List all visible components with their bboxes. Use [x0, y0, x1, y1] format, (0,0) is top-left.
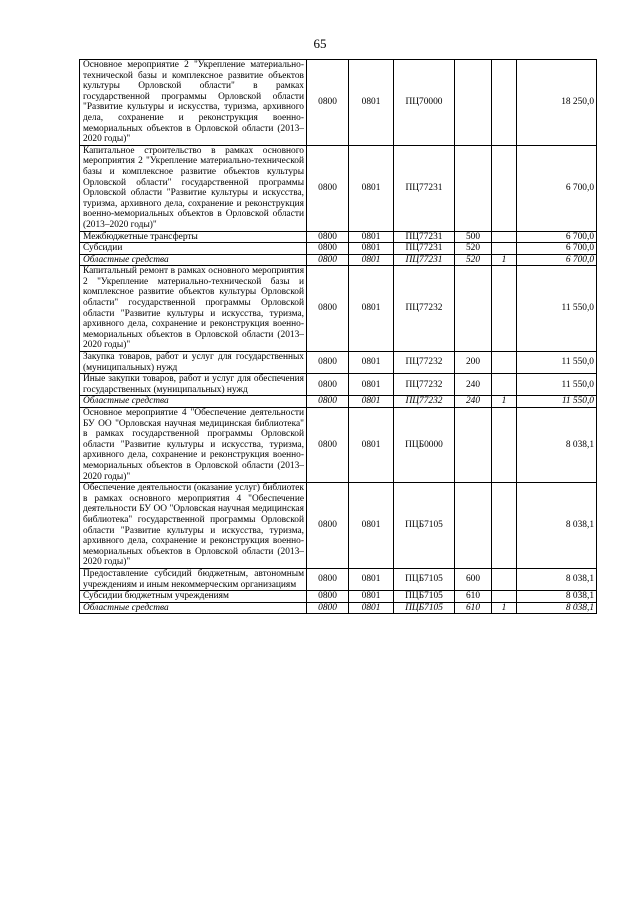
section-code-cell: 0800	[307, 145, 349, 231]
table-row	[80, 602, 597, 614]
target-article-cell: ПЦБ7105	[394, 602, 455, 614]
target-article-cell: ПЦ77231	[394, 254, 455, 266]
expense-type-cell: 520	[455, 243, 492, 255]
expense-type-cell: 600	[455, 568, 492, 590]
subsection-code-cell: 0801	[349, 60, 394, 146]
subsection-code-cell: 0801	[349, 396, 394, 408]
funding-source-cell	[492, 231, 517, 243]
expense-type-cell	[455, 266, 492, 352]
funding-source-cell	[492, 591, 517, 603]
expense-type-cell	[455, 483, 492, 569]
section-code-cell: 0800	[307, 408, 349, 483]
item-name-cell: Основное мероприятие 4 "Обеспечение деятельности БУ ОО "Орловская научная медицинская библиотека" в рамках государственной программы Орловской области "Развитие культуры и искусства, туризма, архивного дела, сохранение и реконструкция военно-мемориальных объектов в Орловской области (2013–2020 годы)"	[80, 408, 307, 483]
section-code-cell: 0800	[307, 254, 349, 266]
table-row	[80, 266, 597, 352]
amount-cell: 8 038,1	[517, 408, 597, 483]
item-name-cell: Межбюджетные трансферты	[80, 231, 307, 243]
target-article-cell: ПЦБ0000	[394, 408, 455, 483]
target-article-cell: ПЦБ7105	[394, 483, 455, 569]
amount-cell: 6 700,0	[517, 254, 597, 266]
target-article-cell: ПЦ70000	[394, 60, 455, 146]
table-row	[80, 60, 597, 146]
item-name-cell: Областные средства	[80, 396, 307, 408]
subsection-code-cell: 0801	[349, 374, 394, 396]
funding-source-cell	[492, 60, 517, 146]
target-article-cell: ПЦ77232	[394, 396, 455, 408]
subsection-code-cell: 0801	[349, 352, 394, 374]
item-name-cell: Областные средства	[80, 254, 307, 266]
section-code-cell: 0800	[307, 568, 349, 590]
funding-source-cell	[492, 568, 517, 590]
subsection-code-cell: 0801	[349, 254, 394, 266]
subsection-code-cell: 0801	[349, 408, 394, 483]
subsection-code-cell: 0801	[349, 243, 394, 255]
item-name-cell: Иные закупки товаров, работ и услуг для обеспечения государственных (муниципальных) нужд	[80, 374, 307, 396]
expense-type-cell: 200	[455, 352, 492, 374]
section-code-cell: 0800	[307, 483, 349, 569]
expense-type-cell	[455, 408, 492, 483]
budget-table	[79, 59, 597, 614]
section-code-cell: 0800	[307, 352, 349, 374]
funding-source-cell	[492, 145, 517, 231]
amount-cell: 18 250,0	[517, 60, 597, 146]
expense-type-cell: 610	[455, 591, 492, 603]
amount-cell: 11 550,0	[517, 396, 597, 408]
target-article-cell: ПЦ77231	[394, 231, 455, 243]
section-code-cell: 0800	[307, 602, 349, 614]
funding-source-cell: 1	[492, 602, 517, 614]
amount-cell: 6 700,0	[517, 231, 597, 243]
subsection-code-cell: 0801	[349, 602, 394, 614]
expense-type-cell: 240	[455, 374, 492, 396]
table-row	[80, 408, 597, 483]
amount-cell: 11 550,0	[517, 374, 597, 396]
table-row	[80, 231, 597, 243]
section-code-cell: 0800	[307, 374, 349, 396]
funding-source-cell: 1	[492, 396, 517, 408]
expense-type-cell	[455, 60, 492, 146]
target-article-cell: ПЦ77232	[394, 352, 455, 374]
funding-source-cell	[492, 352, 517, 374]
section-code-cell: 0800	[307, 266, 349, 352]
table-row	[80, 145, 597, 231]
table-row	[80, 254, 597, 266]
subsection-code-cell: 0801	[349, 231, 394, 243]
section-code-cell: 0800	[307, 60, 349, 146]
amount-cell: 11 550,0	[517, 266, 597, 352]
subsection-code-cell: 0801	[349, 266, 394, 352]
amount-cell: 11 550,0	[517, 352, 597, 374]
table-row	[80, 396, 597, 408]
expense-type-cell: 520	[455, 254, 492, 266]
section-code-cell: 0800	[307, 591, 349, 603]
subsection-code-cell: 0801	[349, 591, 394, 603]
subsection-code-cell: 0801	[349, 145, 394, 231]
table-row	[80, 568, 597, 590]
target-article-cell: ПЦ77232	[394, 374, 455, 396]
section-code-cell: 0800	[307, 231, 349, 243]
item-name-cell: Субсидии бюджетным учреждениям	[80, 591, 307, 603]
target-article-cell: ПЦБ7105	[394, 591, 455, 603]
item-name-cell: Субсидии	[80, 243, 307, 255]
page-number: 65	[313, 36, 327, 51]
table-row	[80, 374, 597, 396]
item-name-cell: Закупка товаров, работ и услуг для государственных (муниципальных) нужд	[80, 352, 307, 374]
expense-type-cell: 500	[455, 231, 492, 243]
item-name-cell: Основное мероприятие 2 "Укрепление материально-технической базы и комплексное развитие объектов культуры Орловской области" в рамках государственной программы Орловской области "Развитие культуры и искусства, туризма, архивного дела, сохранение и реконструкция военно-мемориальных объектов в Орловской области (2013–2020 годы)"	[80, 60, 307, 146]
subsection-code-cell: 0801	[349, 483, 394, 569]
item-name-cell: Предоставление субсидий бюджетным, автономным учреждениям и иным некоммерческим организациям	[80, 568, 307, 590]
target-article-cell: ПЦБ7105	[394, 568, 455, 590]
funding-source-cell	[492, 483, 517, 569]
target-article-cell: ПЦ77231	[394, 145, 455, 231]
expense-type-cell: 240	[455, 396, 492, 408]
target-article-cell: ПЦ77232	[394, 266, 455, 352]
table-row	[80, 352, 597, 374]
subsection-code-cell: 0801	[349, 568, 394, 590]
funding-source-cell	[492, 266, 517, 352]
item-name-cell: Капитальное строительство в рамках основного мероприятия 2 "Укрепление материально-технической базы и комплексное развитие объектов культуры Орловской области" государственной программы Орловской области "Развитие культуры и искусства, туризма, архивного дела, сохранение и реконструкция военно-мемориальных объектов в Орловской области (2013–2020 годы)"	[80, 145, 307, 231]
item-name-cell: Областные средства	[80, 602, 307, 614]
amount-cell: 8 038,1	[517, 602, 597, 614]
section-code-cell: 0800	[307, 396, 349, 408]
section-code-cell: 0800	[307, 243, 349, 255]
target-article-cell: ПЦ77231	[394, 243, 455, 255]
amount-cell: 8 038,1	[517, 568, 597, 590]
amount-cell: 8 038,1	[517, 591, 597, 603]
budget-table-body	[80, 60, 597, 614]
table-row	[80, 483, 597, 569]
amount-cell: 8 038,1	[517, 483, 597, 569]
amount-cell: 6 700,0	[517, 243, 597, 255]
item-name-cell: Обеспечение деятельности (оказание услуг) библиотек в рамках основного мероприятия 4 "Обеспечение деятельности БУ ОО "Орловская научная медицинская библиотека" государственной программы Орловской области "Развитие культуры и искусства, туризма, архивного дела, сохранение и реконструкция военно-мемориальных объектов в Орловской области (2013–2020 годы)"	[80, 483, 307, 569]
table-row	[80, 591, 597, 603]
funding-source-cell	[492, 243, 517, 255]
funding-source-cell: 1	[492, 254, 517, 266]
table-row	[80, 243, 597, 255]
funding-source-cell	[492, 408, 517, 483]
expense-type-cell: 610	[455, 602, 492, 614]
funding-source-cell	[492, 374, 517, 396]
expense-type-cell	[455, 145, 492, 231]
item-name-cell: Капитальный ремонт в рамках основного мероприятия 2 "Укрепление материально-технической базы и комплексное развитие объектов культуры Орловской области" государственной программы Орловской области "Развитие культуры и искусства, туризма, архивного дела, сохранение и реконструкция военно-мемориальных объектов в Орловской области (2013–2020 годы)"	[80, 266, 307, 352]
amount-cell: 6 700,0	[517, 145, 597, 231]
